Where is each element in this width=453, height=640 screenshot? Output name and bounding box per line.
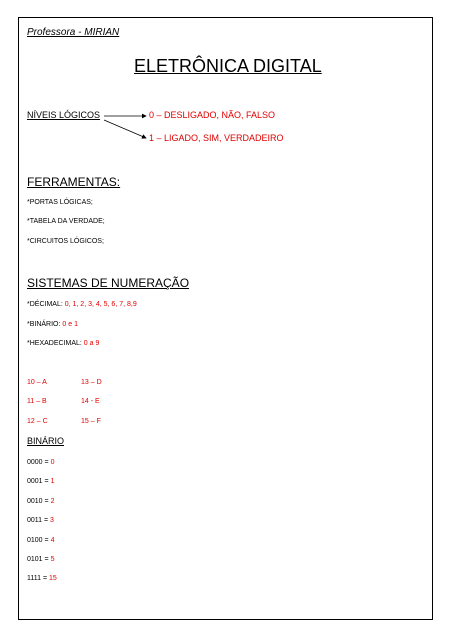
ferramentas-item: *TABELA DA VERDADE;	[27, 218, 105, 225]
hex-map-item: 14 - E	[81, 398, 100, 405]
binario-dec: 1	[50, 478, 55, 485]
binario-dec: 4	[50, 537, 55, 544]
ferramentas-item: *PORTAS LÓGICAS;	[27, 199, 93, 206]
sistema-row	[27, 321, 78, 328]
hex-map-item: 15 – F	[81, 418, 101, 425]
binario-row	[27, 556, 54, 563]
binario-bits: 0011 =	[27, 517, 51, 524]
niveis-one: 1 – LIGADO, SIM, VERDADEIRO	[149, 133, 284, 143]
niveis-zero: 0 – DESLIGADO, NÃO, FALSO	[149, 110, 276, 120]
binario-row	[27, 575, 57, 582]
sistema-label: *BINÁRIO:	[27, 321, 63, 328]
binario-row	[27, 517, 54, 524]
binario-bits: 0001 =	[27, 478, 51, 485]
binario-row	[27, 498, 54, 505]
binario-dec: 2	[50, 498, 55, 505]
binario-dec: 15	[49, 575, 57, 582]
author-line: Professora - MIRIAN	[27, 27, 120, 38]
hex-map-item: 11 – B	[27, 398, 47, 405]
sistema-value: 0 e 1	[62, 321, 78, 328]
hex-map-item: 10 – A	[27, 379, 47, 386]
binario-dec: 0	[50, 459, 55, 466]
sistema-value: 0 a 9	[83, 340, 100, 347]
arrow-to-one	[104, 120, 146, 138]
sistema-label: *DÉCIMAL:	[27, 301, 65, 308]
sistema-row	[27, 301, 137, 308]
hex-map-item: 12 – C	[27, 418, 48, 425]
binario-dec: 5	[50, 556, 55, 563]
binario-dec: 3	[50, 517, 54, 524]
binario-bits: 0000 =	[27, 459, 51, 466]
binario-bits: 0010 =	[27, 498, 51, 505]
binario-heading: BINÁRIO	[27, 436, 65, 446]
ferramentas-heading: FERRAMENTAS:	[27, 175, 121, 189]
binario-row	[27, 537, 54, 544]
niveis-label: NÍVEIS LÓGICOS	[27, 110, 101, 120]
hex-map-item: 13 – D	[81, 379, 102, 386]
page-title: ELETRÔNICA DIGITAL	[134, 56, 322, 76]
binario-bits: 0100 =	[27, 537, 51, 544]
binario-bits: 0101 =	[27, 556, 51, 563]
binario-row	[27, 459, 54, 466]
sistemas-heading: SISTEMAS DE NUMERAÇÃO	[27, 276, 190, 290]
ferramentas-item: *CIRCUITOS LÓGICOS;	[27, 238, 104, 245]
sistema-label: *HEXADECIMAL:	[27, 340, 84, 347]
binario-bits: 1111 =	[27, 575, 49, 582]
sistema-row	[27, 340, 99, 347]
sistema-value: 0, 1, 2, 3, 4, 5, 6, 7, 8,9	[64, 301, 137, 308]
binario-row	[27, 478, 54, 485]
